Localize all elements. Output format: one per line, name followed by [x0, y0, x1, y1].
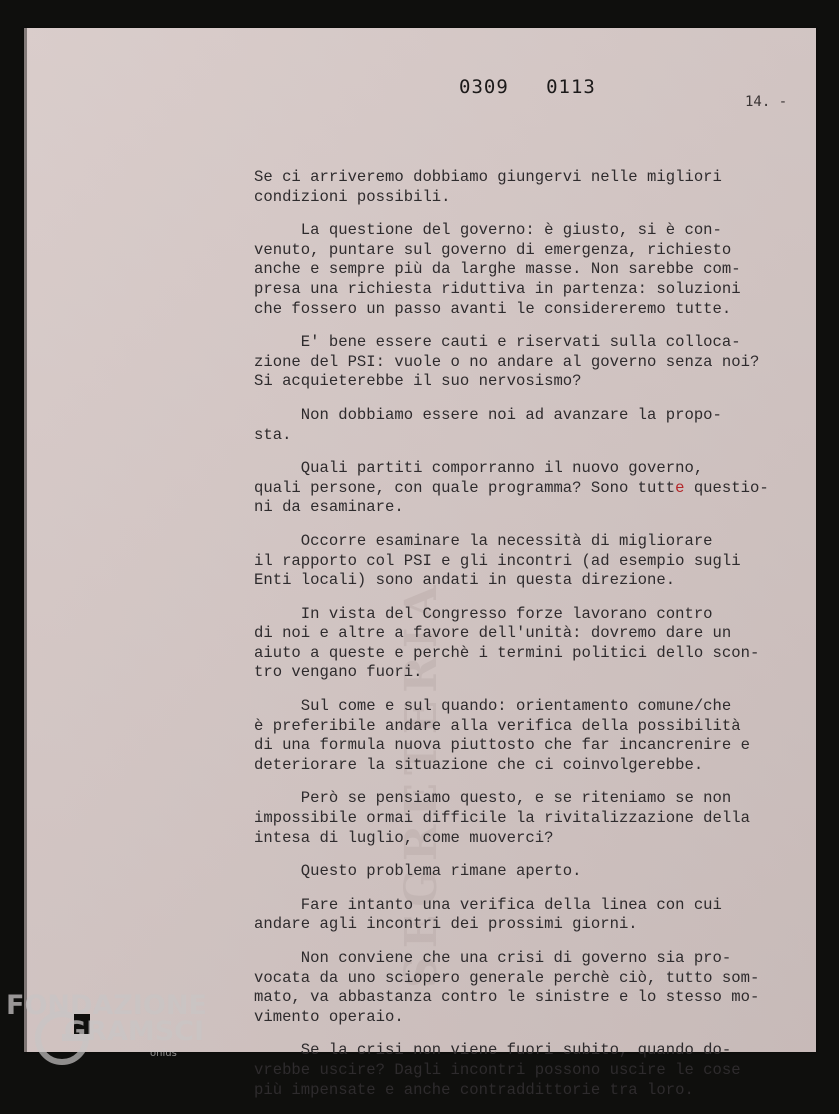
text-line: di noi e altre a favore dell'unità: dovremo dare un: [254, 624, 732, 643]
text-line: venuto, puntare sul governo di emergenza, richiesto: [254, 240, 732, 259]
text-line: impossibile ormai difficile la rivitalizzazione della: [254, 809, 750, 828]
text-line: intesa di luglio, come muoverci?: [254, 828, 554, 847]
text-line: che fossero un passo avanti le considereremo tutte.: [254, 299, 732, 318]
text-line: mato, va abbastanza contro le sinistre e lo stesso mo-: [254, 988, 760, 1007]
text-line: Occorre esaminare la necessità di migliorare: [254, 531, 713, 550]
paragraph: [254, 1041, 794, 1100]
paragraph: [254, 896, 794, 935]
red-correction: e: [675, 478, 685, 497]
paragraph: [254, 697, 794, 775]
text-line: presa una richiesta riduttiva in partenza: soluzioni: [254, 279, 741, 298]
text-line: sta.: [254, 425, 292, 444]
text-line: Fare intanto una verifica della linea con cui: [254, 895, 722, 914]
text-line: zione del PSI: vuole o no andare al governo senza noi?: [254, 352, 760, 371]
text-line: ni da esaminare.: [254, 498, 404, 517]
text-line: Se ci arriveremo dobbiamo giungervi nelle migliori: [254, 168, 722, 186]
text-line: è preferibile andare alla verifica della possibilità: [254, 716, 741, 735]
text-line: andare agli incontri dei prossimi giorni.: [254, 915, 638, 934]
text-line: di una formula nuova piuttosto che far incancrenire e: [254, 736, 750, 755]
text-line: quali persone, con quale programma? Sono tutte questio-: [254, 478, 769, 497]
text-line: vimento operaio.: [254, 1007, 404, 1026]
bleed-through-stamp: SEGRETERIA: [396, 577, 447, 988]
text-line: Se la crisi non viene fuori subito, quando do-: [254, 1041, 732, 1060]
paragraph: [254, 789, 794, 848]
text-line: Quali partiti comporranno il nuovo governo,: [254, 459, 704, 478]
paragraph: [254, 333, 794, 392]
paragraph: [254, 221, 794, 319]
watermark-line1: FONDAZIONE: [6, 990, 207, 1021]
text-line: Non dobbiamo essere noi ad avanzare la propo-: [254, 405, 722, 424]
text-line: Questo problema rimane aperto.: [254, 862, 582, 881]
text-line: La questione del governo: è giusto, si è con-: [254, 221, 722, 240]
paragraph: [254, 949, 794, 1027]
text-line: deteriorare la situazione che ci coinvolgerebbe.: [254, 755, 704, 774]
text-line: più impensate e anche contraddittorie tra loro.: [254, 1080, 694, 1099]
text-line: tro vengano fuori.: [254, 663, 423, 682]
text-line: Però se pensiamo questo, e se riteniamo se non: [254, 789, 732, 808]
text-line: Non conviene che una crisi di governo sia pro-: [254, 949, 732, 967]
text-line: Sul come e sul quando: orientamento comune/che: [254, 697, 732, 716]
archive-number: 0309 0113: [459, 76, 596, 98]
watermark-line2: GRAMSCI: [64, 1016, 205, 1047]
text-line: anche e sempre più da larghe masse. Non sarebbe com-: [254, 260, 741, 279]
paragraph: [254, 532, 794, 591]
text-line: condizioni possibili.: [254, 187, 451, 206]
page-number: 14. -: [745, 94, 788, 110]
text-line: Si acquieterebbe il suo nervosismo?: [254, 372, 582, 391]
text-line: il rapporto col PSI e gli incontri (ad esempio sugli: [254, 551, 741, 570]
paragraph: [254, 168, 794, 207]
text-line: aiuto a queste e perchè i termini politici dello scon-: [254, 643, 760, 662]
paragraph: [254, 406, 794, 445]
text-line: vrebbe uscire? Dagli incontri possono uscire le cose: [254, 1060, 741, 1079]
text-line: vocata da uno sciopero generale perchè ciò, tutto som-: [254, 968, 760, 987]
page-edge: [24, 28, 27, 1052]
paragraph: [254, 605, 794, 683]
fondazione-gramsci-watermark: [0, 986, 230, 1080]
text-line: E' bene essere cauti e riservati sulla colloca-: [254, 333, 741, 352]
text-line: In vista del Congresso forze lavorano contro: [254, 604, 713, 623]
paragraph: [254, 862, 794, 882]
document-body: [254, 168, 794, 1114]
paragraph: [254, 459, 794, 518]
text-line: Enti locali) sono andati in questa direzione.: [254, 571, 676, 590]
watermark-onlus: onlus: [150, 1048, 177, 1059]
